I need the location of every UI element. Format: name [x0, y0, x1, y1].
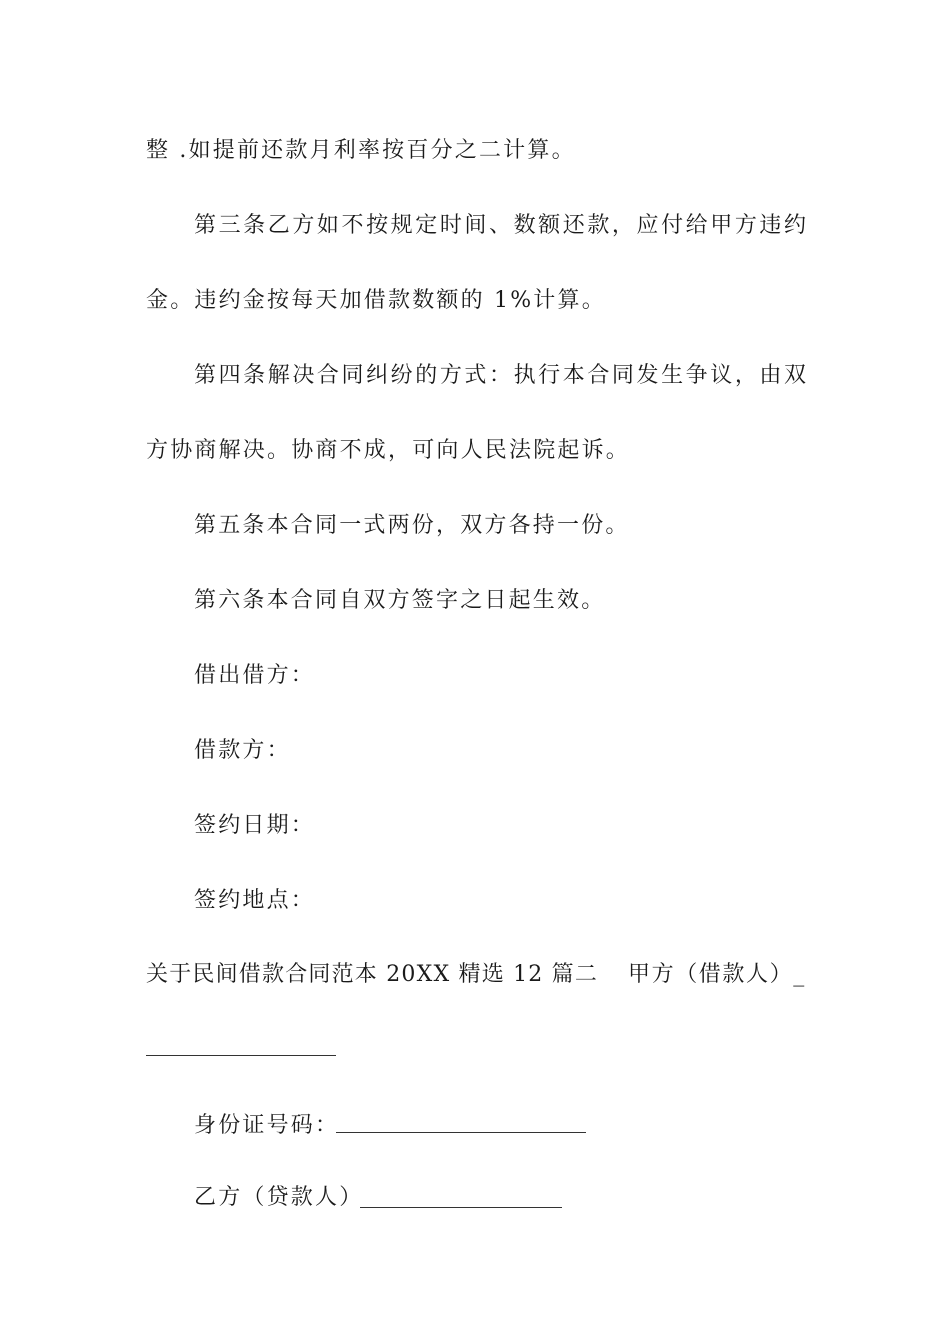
- paragraph-line-repayment-rate: 整 .如提前还款月利率按百分之二计算。: [146, 138, 576, 163]
- paragraph-line-article-4-a: 第四条解决合同纠纷的方式：执行本合同发生争议，由双: [194, 363, 806, 388]
- signing-place-label: 签约地点：: [194, 888, 316, 913]
- party-b-blank-line: [360, 1207, 562, 1208]
- borrower-signature-label: 借款方：: [194, 738, 291, 763]
- signing-date-label: 签约日期：: [194, 813, 316, 838]
- section-title: 关于民间借款合同范本 20XX 精选 12 篇二: [146, 962, 599, 987]
- paragraph-line-article-6: 第六条本合同自双方签字之日起生效。: [194, 588, 606, 613]
- id-number-label: 身份证号码：: [194, 1113, 340, 1138]
- id-number-blank-line: [336, 1132, 586, 1133]
- party-a-label: 甲方（借款人）_: [628, 962, 806, 987]
- party-b-label: 乙方（贷款人）: [194, 1185, 364, 1210]
- paragraph-line-article-4-b: 方协商解决。协商不成，可向人民法院起诉。: [146, 438, 631, 463]
- party-a-blank-line: [146, 1055, 336, 1056]
- paragraph-line-article-3-a: 第三条乙方如不按规定时间、数额还款，应付给甲方违约: [194, 213, 806, 238]
- lender-signature-label: 借出借方：: [194, 663, 316, 688]
- paragraph-line-article-5: 第五条本合同一式两份，双方各持一份。: [194, 513, 630, 538]
- paragraph-line-article-3-b: 金。违约金按每天加借款数额的 1%计算。: [146, 288, 606, 313]
